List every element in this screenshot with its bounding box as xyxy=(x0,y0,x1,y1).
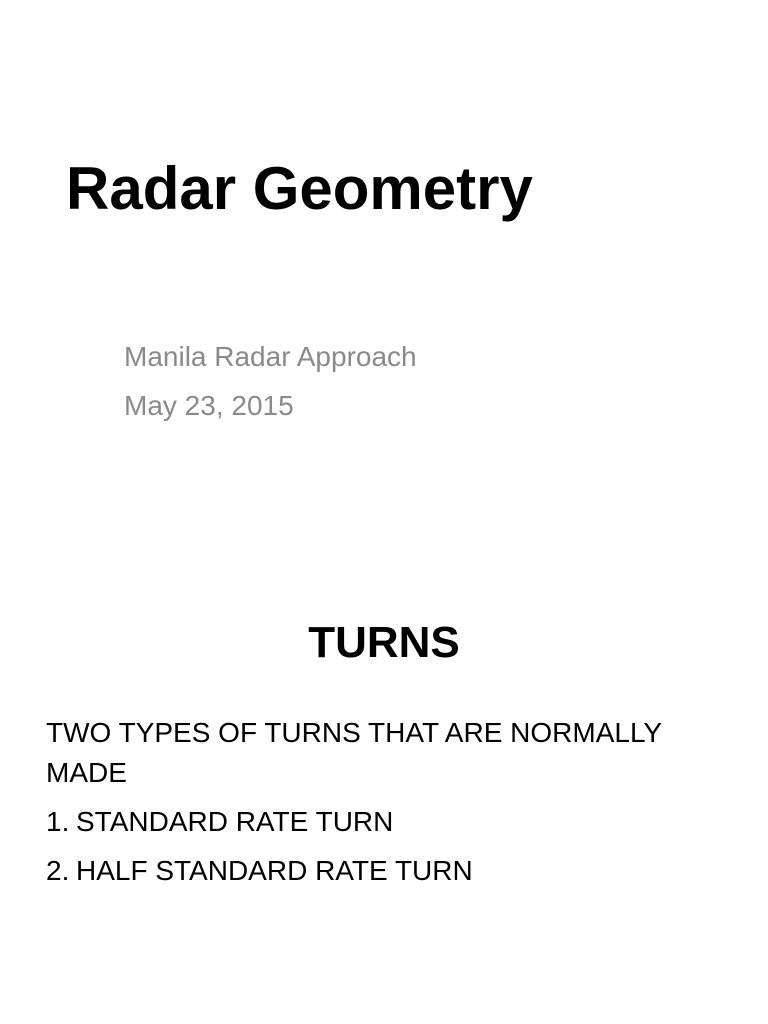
list-item xyxy=(46,802,706,842)
list-item-text: HALF STANDARD RATE TURN xyxy=(76,855,473,886)
list-item-text: STANDARD RATE TURN xyxy=(76,806,394,837)
list-item-number: 2. xyxy=(46,855,70,886)
content-slide xyxy=(0,512,768,1024)
slide-subtitle xyxy=(124,332,417,430)
turn-list xyxy=(46,802,706,891)
slide-body xyxy=(46,713,706,900)
subtitle-organization: Manila Radar Approach xyxy=(124,341,417,372)
subtitle-date: May 23, 2015 xyxy=(124,390,294,421)
slide-title: Radar Geometry xyxy=(66,155,533,222)
intro-text: TWO TYPES OF TURNS THAT ARE NORMALLY MADE xyxy=(46,717,662,788)
section-title: TURNS xyxy=(308,618,460,667)
list-item-number: 1. xyxy=(46,806,70,837)
list-item xyxy=(46,851,706,891)
